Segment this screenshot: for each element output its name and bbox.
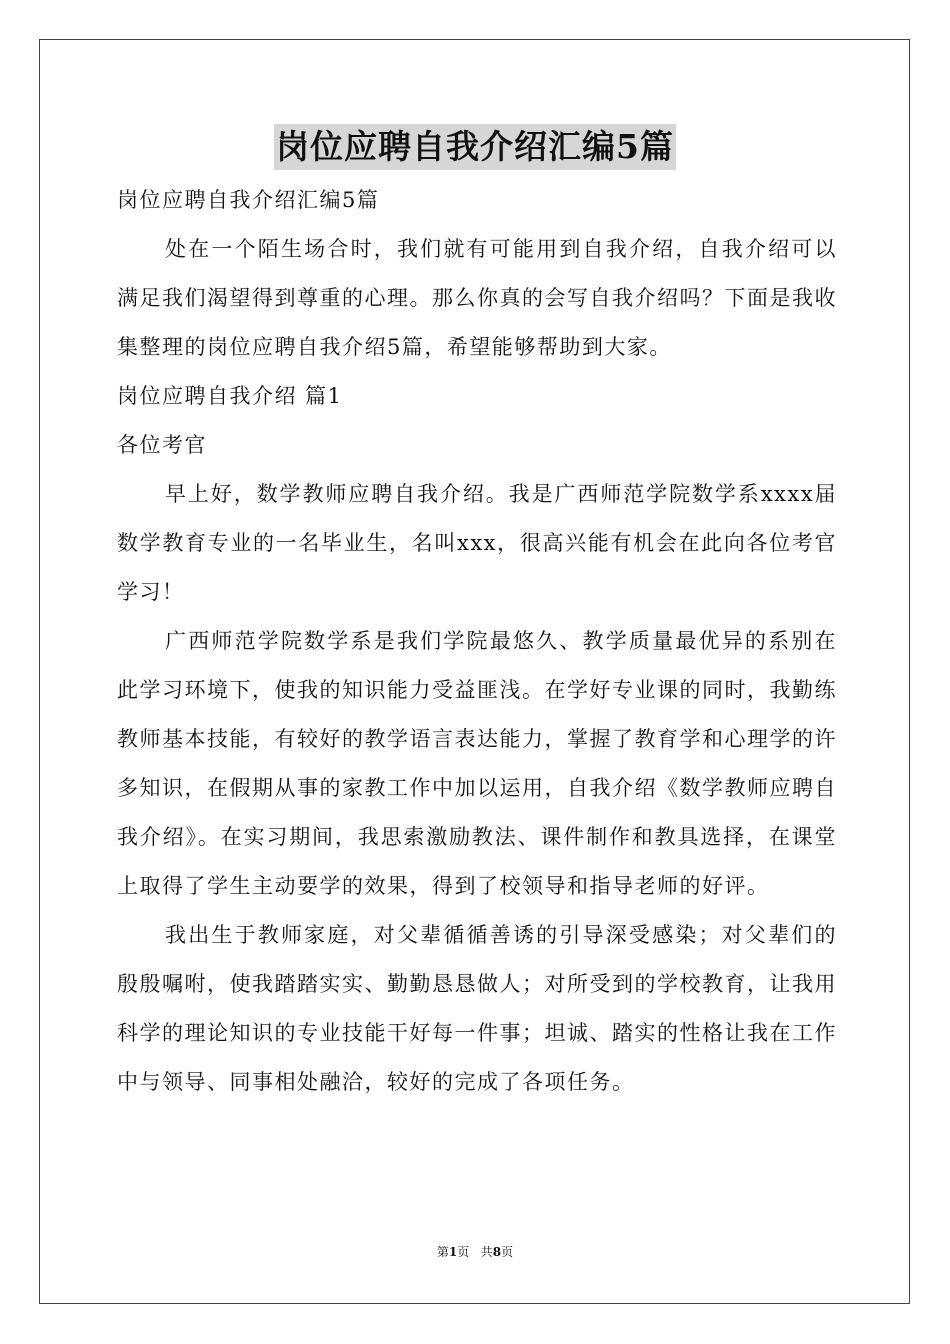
salutation: 各位考官	[117, 433, 207, 457]
total-pages: 8	[492, 1245, 502, 1259]
page-number: 1	[448, 1245, 458, 1259]
document-title: 岗位应聘自我介绍汇编5篇	[274, 124, 676, 170]
page-suffix: 页	[457, 1245, 470, 1259]
page-footer	[0, 1244, 950, 1260]
document-body	[117, 176, 837, 1107]
document-subtitle: 岗位应聘自我介绍汇编5篇	[117, 188, 380, 212]
body-paragraph-3: 我出生于教师家庭，对父辈循循善诱的引导深受感染；对父辈们的殷殷嘱咐，使我踏踏实实、勤勤恳恳做人；对所受到的学校教育，让我用科学的理论知识的专业技能干好每一件事；坦诚、踏实的性格让我在工作中与领导、同事相处融洽，较好的完成了各项任务。	[117, 923, 837, 1094]
body-paragraph-2: 广西师范学院数学系是我们学院最悠久、教学质量最优异的系别在此学习环境下，使我的知识能力受益匪浅。在学好专业课的同时，我勤练教师基本技能，有较好的教学语言表达能力，掌握了教育学和心理学的许多知识，在假期从事的家教工作中加以运用，自我介绍《数学教师应聘自我介绍》。在实习期间，我思索激励教法、课件制作和教具选择，在课堂上取得了学生主动要学的效果，得到了校领导和指导老师的好评。	[117, 629, 837, 898]
total-suffix: 页	[501, 1245, 514, 1259]
intro-paragraph: 处在一个陌生场合时，我们就有可能用到自我介绍，自我介绍可以满足我们渴望得到尊重的心理。那么你真的会写自我介绍吗？下面是我收集整理的岗位应聘自我介绍5篇，希望能够帮助到大家。	[117, 237, 837, 359]
title-container	[0, 124, 950, 170]
page-prefix: 第	[436, 1245, 449, 1259]
section-heading: 岗位应聘自我介绍 篇1	[117, 384, 343, 408]
body-paragraph-1: 早上好，数学教师应聘自我介绍。我是广西师范学院数学系xxxx届数学教育专业的一名毕业生，名叫xxx，很高兴能有机会在此向各位考官学习！	[117, 482, 837, 604]
total-prefix: 共	[480, 1245, 493, 1259]
